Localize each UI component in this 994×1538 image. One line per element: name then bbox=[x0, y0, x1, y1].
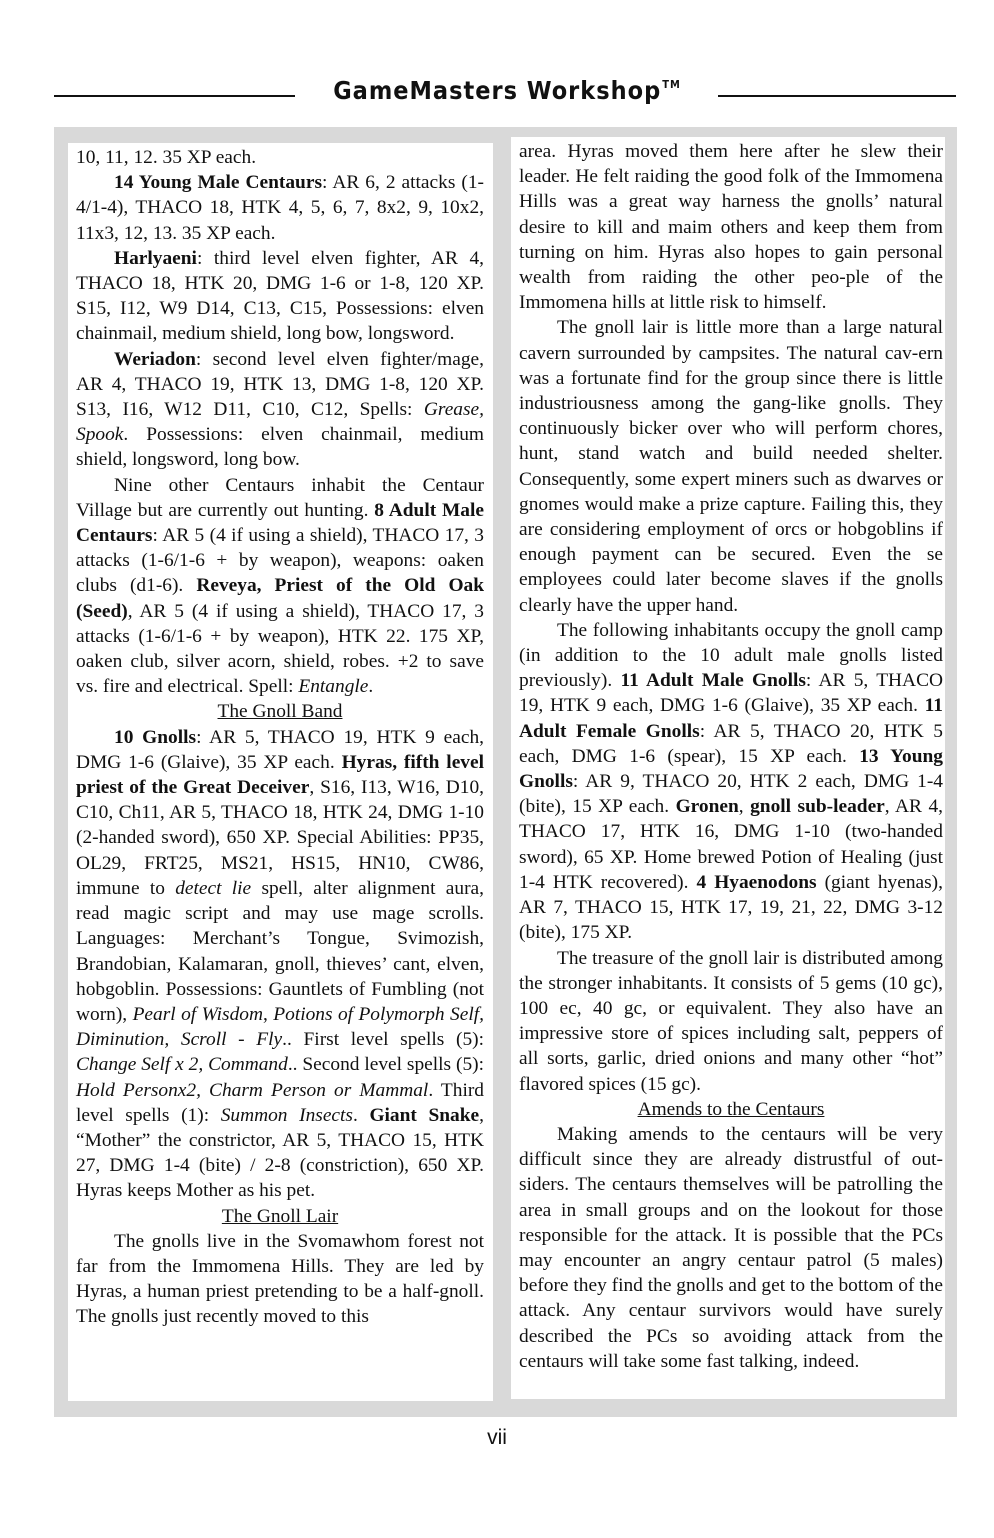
body-paragraph bbox=[76, 473, 484, 700]
body-paragraph bbox=[519, 1122, 943, 1374]
text-run: Amends to the Centaurs bbox=[637, 1098, 825, 1120]
body-paragraph bbox=[519, 315, 943, 617]
text-run: : second level elven fighter/mage, AR 4, THACO 19, HTK 13, DMG 1-8, 120 XP. S13, I16, W12 D11, C10, C12, Spells: bbox=[76, 348, 484, 421]
text-run: . bbox=[368, 676, 374, 698]
text-run: , AR 4, THACO 17, HTK 16, DMG 1-10 (two-handed sword), 65 XP. Home brewed Potion of Healing (just 1-4 HTK recovered). bbox=[519, 796, 943, 893]
page-number: vii bbox=[487, 1426, 507, 1449]
bold-text: 14 Young Male Centaurs bbox=[114, 172, 322, 194]
body-paragraph bbox=[76, 246, 484, 347]
bold-text: 4 Hyaenodons bbox=[696, 871, 817, 893]
bold-text: 13 Young Gnolls bbox=[519, 745, 943, 793]
text-run: 10, 11, 12. 35 XP each. bbox=[76, 147, 257, 168]
bold-text: Reveya, Priest of the Old Oak (Seed) bbox=[76, 575, 485, 622]
text-run: spell, alter alignment aura, read magic script and may use mage scrolls. Languages: Merchant’s Tongue, Svimozish, Brandobian, Kalamaran, gnoll, thieves’ cant, elven, hobgoblin. Possessions: Gauntlets of Fumbling (not worn), bbox=[76, 877, 484, 1025]
body-paragraph bbox=[76, 145, 484, 170]
text-run: , bbox=[263, 1003, 274, 1025]
body-paragraph bbox=[76, 170, 484, 246]
text-run: : AR 5, THACO 19, HTK 9 each, DMG 1-6 (Glaive), 35 XP each. bbox=[519, 670, 944, 717]
bold-text: 11 Adult Male Gnolls bbox=[620, 670, 806, 692]
text-run: : AR 6, 2 attacks (1-4/1-4), THACO 18, HTK 4, 5, 6, 7, 8x2, 9, 10x2, 11x3, 12, 13. 35 XP each. bbox=[76, 172, 484, 244]
italic-text: Grease, Spook bbox=[76, 399, 484, 446]
text-run: .. Second level spells (5): bbox=[287, 1054, 484, 1076]
text-run: The gnoll lair is little more than a large natural cavern surrounded by campsites. The natural cav-ern was a fortunate find for the group since there is little industriousness among the gang-like gnolls. They continuously bicker over who will perform chores, hunt, stand watch and build needed shelter. Consequently, some expert miners such as dwarves or gnomes would make a prize capture. Failing this, they are considering employment of orcs or hobgoblins if enough payment can be secured. Even the se employees could later become slaves if the gnolls clearly have the upper hand. bbox=[519, 317, 943, 616]
text-run: Nine other Centaurs inhabit the Centaur Village but are currently out hunting. bbox=[76, 474, 484, 521]
body-paragraph bbox=[519, 139, 943, 315]
text-run: , bbox=[738, 796, 751, 818]
text-run: .. First level spells (5): bbox=[282, 1029, 484, 1051]
text-run: (giant hyenas), AR 7, THACO 15, HTK 17, 19, 21, 22, DMG 3-12 (bite), 175 XP. bbox=[519, 871, 943, 944]
bold-text: Gronen bbox=[675, 796, 739, 818]
body-paragraph bbox=[76, 1229, 484, 1330]
bold-text: Hyras, fifth level priest of the Great Deceiver bbox=[76, 751, 484, 799]
text-run: Making amends to the centaurs will be very difficult since they are already distrustful of out-siders. The centaurs themselves will be patrolling the area in small groups and on the lookout for those responsible for the attack. It is possible that the PCs may encounter an angry centaur patrol (5 males) before they find the gnolls and get to the bottom of the attack. Any centaur survivors would have surely described the PCs so avoiding attack from the centaurs will take some fast talking, indeed. bbox=[519, 1123, 943, 1372]
bold-text: 8 Adult Male Centaurs bbox=[76, 499, 484, 547]
text-column-right bbox=[511, 137, 945, 1399]
italic-text: Change Self x 2, Command bbox=[76, 1054, 288, 1076]
text-run: area. Hyras moved them here after he slew their leader. He felt raiding the good folk of the Immomena Hills was a great way harness the gnolls’ natural desire to kill and maim others and keep them from turning on him. Hyras also hopes to gain personal wealth from raiding the other peo-ple of the Immomena hills at little risk to himself. bbox=[519, 141, 943, 314]
text-run: : AR 5, THACO 19, HTK 9 each, DMG 1-6 (Glaive), 35 XP each. bbox=[76, 726, 484, 773]
bold-text: Weriadon bbox=[114, 348, 196, 370]
italic-text: detect lie bbox=[175, 877, 252, 899]
bold-text: Giant Snake bbox=[369, 1104, 480, 1126]
body-paragraph bbox=[519, 946, 943, 1097]
text-run: . Possessions: elven chainmail, medium shield, longsword, long bow. bbox=[76, 424, 484, 471]
text-run: , AR 5 (4 if using a shield), THACO 17, 3 attacks (1-6/1-6 + by weapon), HTK 22. 175 XP, oaken club, silver acorn, shield, robes. +2 to save vs. fire and electrical. Spell: bbox=[76, 600, 484, 698]
text-run: , S16, I13, W16, D10, C10, Ch11, AR 5, THACO 18, HTK 24, DMG 1-10 (2-handed sword), 650 XP. Special Abilities: PP35, OL29, FRT25, MS21, HS15, HN10, CW86, immune to bbox=[76, 777, 485, 899]
bold-text: 10 Gnolls bbox=[114, 726, 197, 748]
page-header-title: GameMasters Workshop™ bbox=[333, 76, 681, 105]
body-paragraph bbox=[76, 725, 484, 1204]
text-run: The Gnoll Lair bbox=[221, 1205, 339, 1227]
bold-text: Harlyaeni bbox=[114, 247, 197, 269]
italic-text: Summon Insects bbox=[220, 1104, 353, 1126]
text-run: The following inhabitants occupy the gnoll camp (in addition to the 10 adult male gnolls listed previously). bbox=[519, 619, 943, 692]
trademark-mark: TM bbox=[662, 78, 681, 91]
text-run: , “Mother” the constrictor, AR 5, THACO 15, HTK 27, DMG 1-4 (bite) / 2-8 (constriction), 650 XP. Hyras keeps Mother as his pet. bbox=[76, 1104, 484, 1202]
italic-text: Pearl of Wisdom bbox=[132, 1003, 263, 1025]
italic-text: Potions of Polymorph Self, Diminution, Scroll - Fly bbox=[76, 1003, 484, 1051]
section-heading bbox=[76, 1204, 484, 1229]
header-rule-right bbox=[718, 95, 956, 97]
body-paragraph bbox=[519, 618, 943, 946]
text-run: : AR 9, THACO 20, HTK 2 each, DMG 1-4 (bite), 15 XP each. bbox=[519, 771, 943, 818]
text-run: : AR 5 (4 if using a shield), THACO 17, 3 attacks (1-6/1-6 + by weapon), weapons: oaken clubs (d1-6). bbox=[76, 525, 484, 597]
bold-text: gnoll sub-leader bbox=[750, 796, 885, 818]
text-run: : AR 5, THACO 20, HTK 5 each, DMG 1-6 (spear), 15 XP each. bbox=[519, 720, 943, 767]
text-run: The treasure of the gnoll lair is distributed among the stronger inhabitants. It consists of 5 gems (10 gc), 100 ec, 40 gc, or equivalent. They also have an impressive store of spices including salt, peppers of all sorts, garlic, dried onions and many other “hot” flavored spices (15 gc). bbox=[519, 947, 943, 1095]
text-run: The Gnoll Band bbox=[217, 701, 343, 723]
text-run: . Third level spells (1): bbox=[76, 1079, 484, 1126]
text-run: . bbox=[352, 1104, 370, 1126]
italic-text: Entangle bbox=[298, 676, 369, 698]
bold-text: 11 Adult Female Gnolls bbox=[519, 695, 943, 742]
text-run: The gnolls live in the Svomawhom forest not far from the Immomena Hills. They are led by Hyras, a human priest pretending to be a half-gnoll. The gnolls just recently moved to this bbox=[76, 1230, 484, 1328]
section-heading bbox=[519, 1097, 943, 1122]
body-paragraph bbox=[76, 347, 484, 473]
text-column-left bbox=[68, 143, 493, 1401]
text-run: : third level elven fighter, AR 4, THACO 18, HTK 20, DMG 1-6 or 1-8, 120 XP. S15, I12, W9 D14, C13, C15, Possessions: elven chainmail, medium shield, long bow, longsword. bbox=[76, 247, 484, 345]
section-heading bbox=[76, 699, 484, 724]
header-rule-left bbox=[54, 95, 295, 97]
italic-text: Hold Personx2, Charm Person or Mammal bbox=[76, 1079, 429, 1101]
